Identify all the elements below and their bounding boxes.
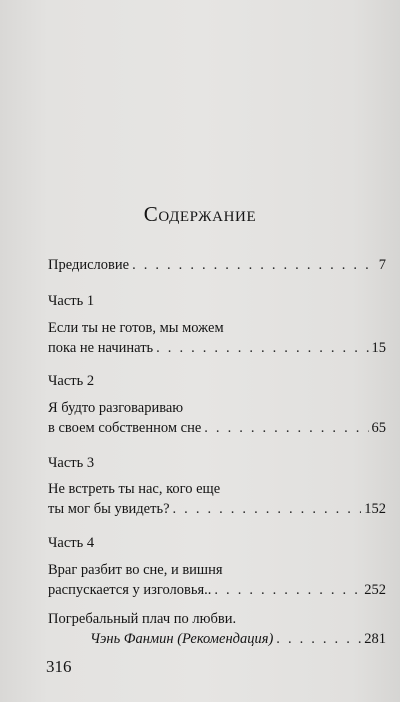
toc-row: [48, 629, 386, 649]
toc-row: [48, 338, 386, 358]
toc-entry-part-3: [48, 479, 386, 519]
leader-dots: [132, 255, 376, 275]
toc-entry-line: Враг разбит во сне, и вишня: [48, 562, 223, 578]
part-1-label: Часть 1: [48, 293, 95, 309]
leader-dots: [214, 580, 361, 600]
toc-entry-part-4: [48, 560, 386, 600]
toc-entry-line: распускается у изголовья..: [48, 582, 212, 598]
toc-entry-line: Если ты не готов, мы можем: [48, 320, 224, 336]
leader-dots: [204, 418, 368, 438]
part-2-label: Часть 2: [48, 373, 95, 389]
heading-first-letter: С: [143, 202, 159, 226]
toc-entry-preface: [48, 255, 386, 275]
toc-entry-line: пока не начинать: [48, 340, 154, 356]
toc-page-number: 281: [364, 631, 386, 647]
toc-entry-part-2: [48, 398, 386, 438]
toc-entry-title: Погребальный плач по любви.: [48, 611, 237, 627]
toc-page-number: 152: [364, 501, 386, 517]
toc-entry-line: в своем собственном сне: [48, 420, 202, 436]
toc-entry-line: Не встреть ты нас, кого еще: [48, 481, 221, 497]
part-3-label: Часть 3: [48, 455, 95, 471]
toc-row: [48, 255, 386, 275]
leader-dots: [173, 499, 362, 519]
toc-page-number: 15: [371, 340, 386, 356]
toc-entry-title: Предисловие: [48, 257, 130, 273]
toc-row: [48, 418, 386, 438]
heading-rest: одержание: [158, 202, 257, 226]
contents-heading: [0, 202, 400, 227]
toc-row: [48, 499, 386, 519]
toc-entry-line: Я будто разговариваю: [48, 400, 184, 416]
toc-row: [48, 580, 386, 600]
leader-dots: [276, 629, 361, 649]
toc-page-number: 252: [364, 582, 386, 598]
toc-entry-part-1: [48, 318, 386, 358]
toc-page-number: 7: [378, 257, 386, 273]
toc-entry-author: Чэнь Фанмин (Рекомендация): [90, 631, 274, 647]
leader-dots: [156, 338, 368, 358]
folio-page-number: 316: [46, 657, 72, 676]
toc-page-number: 65: [371, 420, 386, 436]
toc-entry-afterword: [48, 609, 386, 649]
part-4-label: Часть 4: [48, 535, 95, 551]
toc-entry-line: ты мог бы увидеть?: [48, 501, 170, 517]
